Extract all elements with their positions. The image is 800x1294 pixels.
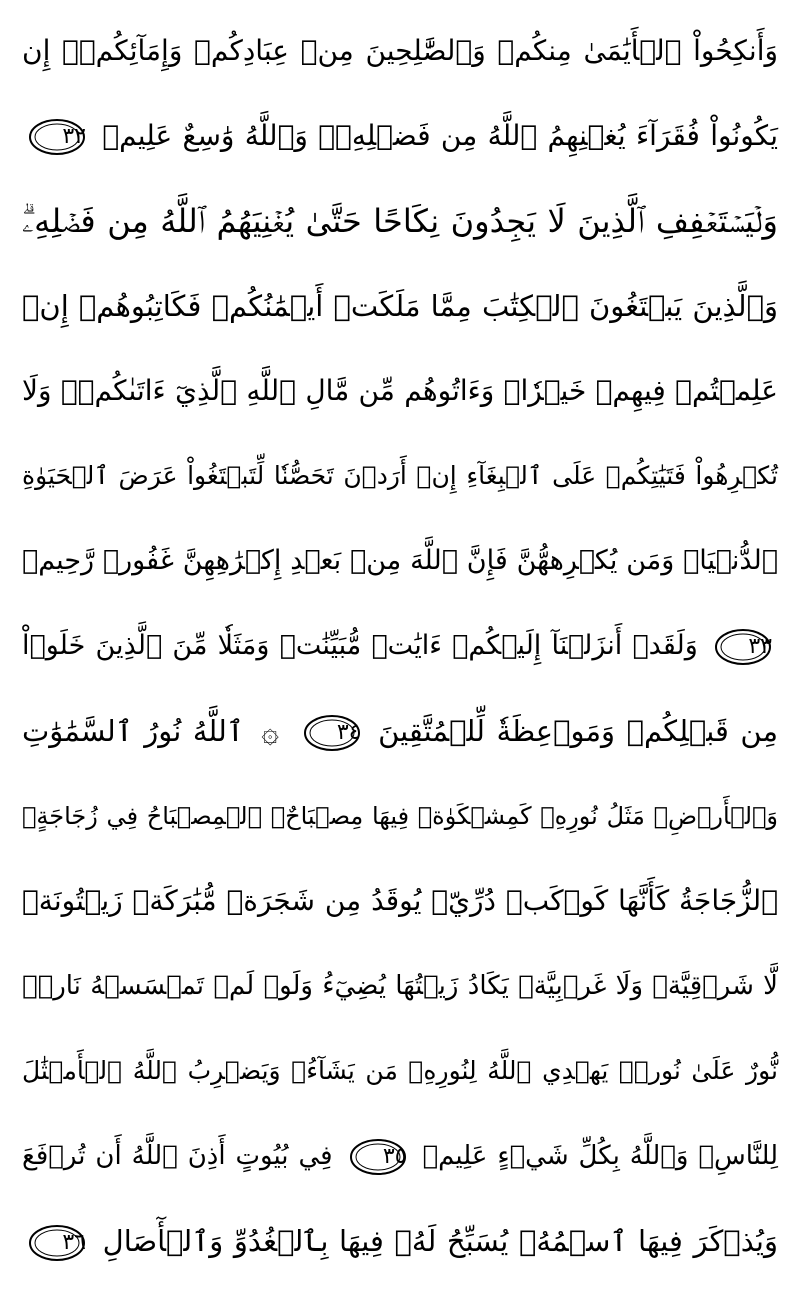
text-line-7 [22, 518, 778, 604]
text-line-3 [22, 178, 778, 264]
verse-text: نُّورٌ عَلَىٰ نُورٖۚ يَهۡدِي ٱللَّهُ لِنُورِهِۦ مَن يَشَآءُۚ وَيَضۡرِبُ ٱللَّهُ ٱلۡأَمۡثَٰلَ [22, 1056, 778, 1085]
verse-text: فِي بُيُوتٍ أَذِنَ ٱللَّهُ أَن تُرۡفَعَ [22, 1141, 333, 1171]
ayah-number-marker [349, 1137, 407, 1177]
text-line-13 [22, 1028, 778, 1114]
ayah-number: ٣٥ [382, 1143, 407, 1169]
verse-text: لَّا شَرۡقِيَّةٖ وَلَا غَرۡبِيَّةٖ يَكَادُ زَيۡتُهَا يُضِيٓءُ وَلَوۡ لَمۡ تَمۡسَسۡهُ نَارٞۚ [22, 971, 778, 1001]
ayah-number-marker [714, 627, 772, 667]
ayah-number-marker [28, 1223, 86, 1263]
ayah-number: ٣٤ [336, 720, 361, 745]
verse-text: ٱلزُّجَاجَةُ كَأَنَّهَا كَوۡكَبٞ دُرِّيّٞ يُوقَدُ مِن شَجَرَةٖ مُّبَٰرَكَةٖ زَيۡتُونَةٖ [22, 884, 778, 917]
verse-text: وَلۡيَسۡتَعۡفِفِ ٱلَّذِينَ لَا يَجِدُونَ نِكَاحًا حَتَّىٰ يُغۡنِيَهُمُ ٱللَّهُ مِن فَضۡلِهِۦۗ [22, 202, 778, 240]
text-line-10 [22, 773, 778, 859]
text-line-1 [22, 8, 778, 94]
text-line-8 [22, 603, 778, 689]
ayah-number: ٣٣ [748, 633, 772, 659]
ayah-number-marker [28, 117, 86, 157]
verse-text: لِلنَّاسِۗ وَٱللَّهُ بِكُلِّ شَيۡءٍ عَلِيمٞ [422, 1141, 779, 1171]
verse-text: ٱلدُّنۡيَاۚ وَمَن يُكۡرِههُّنَّ فَإِنَّ ٱللَّهَ مِنۢ بَعۡدِ إِكۡرَٰهِهِنَّ غَفُورٞ رَّحِيمٞ [22, 545, 778, 576]
verse-text: وَلَقَدۡ أَنزَلۡنَآ إِلَيۡكُمۡ ءَايَٰتٖ مُّبَيِّنَٰتٖ وَمَثَلٗا مِّنَ ٱلَّذِينَ خَلَوۡاْ [22, 630, 698, 661]
verse-text: تُكۡرِهُواْ فَتَيَٰتِكُمۡ عَلَى ٱلۡبِغَآءِ إِنۡ أَرَدۡنَ تَحَصُّنٗا لِّتَبۡتَغُواْ عَرَضَ ٱلۡحَيَوٰةِ [22, 461, 778, 490]
text-line-11 [22, 858, 778, 944]
ayah-number: ٣٢ [62, 124, 86, 149]
text-line-12 [22, 943, 778, 1029]
text-line-5 [22, 348, 778, 434]
text-line-4 [22, 263, 778, 349]
verse-text: ٱللَّهُ نُورُ ٱلسَّمَٰوَٰتِ [22, 714, 244, 748]
hizb-star-icon: ۞ [261, 715, 279, 750]
verse-text: يَكُونُواْ فُقَرَآءَ يُغۡنِهِمُ ٱللَّهُ مِن فَضۡلِهِۦۗ وَٱللَّهُ وَٰسِعٌ عَلِيمٞ [102, 119, 778, 152]
text-line-6 [22, 433, 778, 519]
verse-text: عَلِمۡتُمۡ فِيهِمۡ خَيۡرٗاۖ وَءَاتُوهُم مِّن مَّالِ ٱللَّهِ ٱلَّذِيٓ ءَاتَىٰكُمۡۚ وَلَا [22, 374, 778, 407]
text-line-9 [22, 688, 778, 774]
verse-text: وَيُذۡكَرَ فِيهَا ٱسۡمُهُۥ يُسَبِّحُ لَهُۥ فِيهَا بِٱلۡغُدُوِّ وَٱلۡأٓصَالِ [102, 1224, 778, 1258]
verse-text: مِن قَبۡلِكُمۡ وَمَوۡعِظَةٗ لِّلۡمُتَّقِينَ [378, 714, 779, 748]
text-line-2 [22, 93, 778, 179]
verse-text: وَأَنكِحُواْ ٱلۡأَيَٰمَىٰ مِنكُمۡ وَٱلصَّٰلِحِينَ مِنۡ عِبَادِكُمۡ وَإِمَآئِكُمۡۚ إِن [22, 34, 778, 67]
ayah-number-marker [303, 713, 361, 753]
ayah-number: ٣٦ [62, 1230, 86, 1255]
verse-text: وَٱلۡأَرۡضِۚ مَثَلُ نُورِهِۦ كَمِشۡكَوٰةٖ فِيهَا مِصۡبَاحٌۖ ٱلۡمِصۡبَاحُ فِي زُجَاجَةٍۖ [22, 802, 778, 830]
text-line-14 [22, 1113, 778, 1199]
verse-text: وَٱلَّذِينَ يَبۡتَغُونَ ٱلۡكِتَٰبَ مِمَّا مَلَكَتۡ أَيۡمَٰنُكُمۡ فَكَاتِبُوهُمۡ إِنۡ [22, 289, 778, 323]
text-line-15 [22, 1198, 778, 1284]
